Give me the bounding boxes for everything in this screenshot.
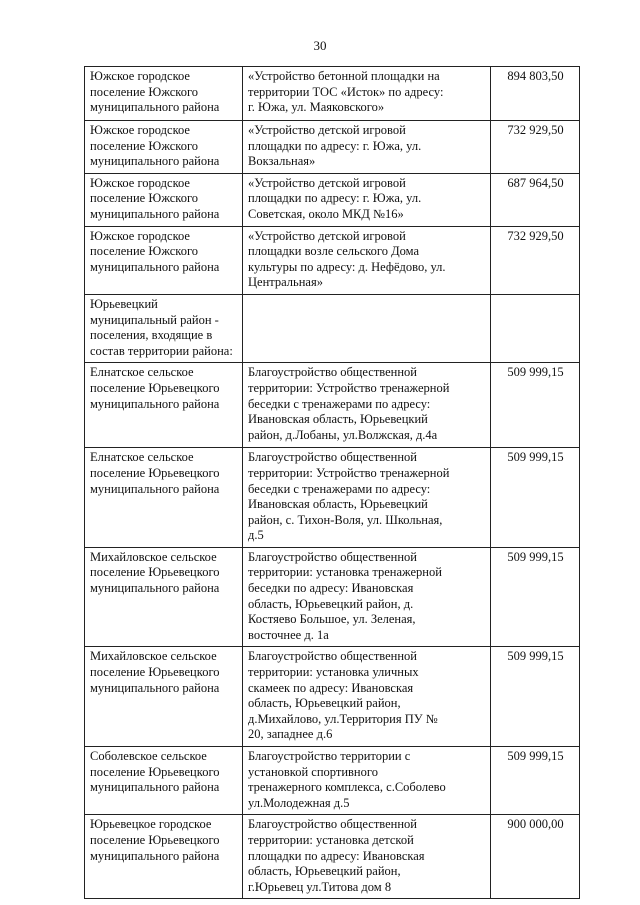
- municipality-text: Михайловское сельское поселение Юрьевецкого муниципального района: [90, 649, 220, 695]
- table-row: [85, 647, 580, 747]
- amount-text: 509 999,15: [507, 450, 564, 465]
- project-cell: [243, 226, 491, 294]
- project-cell: [243, 121, 491, 174]
- project-cell: [243, 747, 491, 815]
- page-number: 30: [313, 38, 327, 53]
- amount-cell: [491, 448, 580, 548]
- amount-cell: [491, 294, 580, 362]
- amount-cell: [491, 815, 580, 899]
- municipality-text: Южское городское поселение Южского муниципального района: [90, 123, 220, 169]
- municipality-text: Южское городское поселение Южского муниципального района: [90, 228, 220, 274]
- amount-text: 509 999,15: [507, 749, 564, 763]
- amount-cell: [491, 173, 580, 226]
- amount-text: 900 000,00: [507, 817, 564, 832]
- municipality-cell: [85, 294, 243, 362]
- project-text: «Устройство детской игровой площадки возле сельского Дома культуры по адресу: д. Нефёдово, ул. Центральная»: [248, 228, 446, 290]
- municipality-cell: [85, 121, 243, 174]
- municipality-text: Юрьевецкий муниципальный район - поселения, входящие в состав территории района:: [90, 296, 233, 358]
- municipality-cell: [85, 815, 243, 899]
- project-cell: [243, 547, 491, 647]
- municipality-cell: [85, 547, 243, 647]
- amount-cell: [491, 363, 580, 448]
- municipality-text: Юрьевецкое городское поселение Юрьевецкого муниципального района: [90, 817, 220, 863]
- municipality-cell: [85, 173, 243, 226]
- amount-cell: [491, 747, 580, 815]
- municipality-text: Южское городское поселение Южского муниципального района: [90, 69, 220, 115]
- municipality-cell: [85, 647, 243, 747]
- municipality-text: Южское городское поселение Южского муниципального района: [90, 175, 220, 221]
- funding-table: [84, 66, 580, 899]
- municipality-cell: [85, 226, 243, 294]
- project-text: «Устройство бетонной площадки на территории ТОС «Исток» по адресу: г. Южа, ул. Маяковского»: [248, 69, 444, 115]
- project-cell: [243, 363, 491, 448]
- project-cell: [243, 294, 491, 362]
- amount-cell: [491, 226, 580, 294]
- municipality-text: Елнатское сельское поселение Юрьевецкого муниципального района: [90, 450, 220, 496]
- amount-cell: [491, 121, 580, 174]
- table-row: [85, 363, 580, 448]
- table-row: [85, 547, 580, 647]
- table-row: [85, 121, 580, 174]
- amount-text: 732 929,50: [507, 123, 564, 137]
- project-text: «Устройство детской игровой площадки по адресу: г. Южа, ул. Советская, около МКД №16»: [248, 175, 422, 221]
- table-row: [85, 747, 580, 815]
- table-row: [85, 448, 580, 548]
- table-row: [85, 815, 580, 899]
- table-row: [85, 226, 580, 294]
- amount-text: 509 999,15: [507, 365, 564, 380]
- municipality-cell: [85, 448, 243, 548]
- table-body: [85, 67, 580, 899]
- project-text: Благоустройство общественной территории: Устройство тренажерной беседки с тренажерами по адресу: Ивановская область, Юрьевецкий район, д.Лобаны, ул.Волжская, д.4а: [248, 365, 450, 442]
- table-row: [85, 173, 580, 226]
- project-cell: [243, 67, 491, 121]
- municipality-cell: [85, 67, 243, 121]
- project-text: «Устройство детской игровой площадки по адресу: г. Южа, ул. Вокзальная»: [248, 123, 422, 169]
- amount-cell: [491, 67, 580, 121]
- table-row: [85, 67, 580, 121]
- municipality-cell: [85, 363, 243, 448]
- amount-text: 687 964,50: [507, 175, 564, 190]
- project-text: Благоустройство общественной территории: установка уличных скамеек по адресу: Ивановская область, Юрьевецкий район, д.Михайлово, ул.Территория ПУ № 20, западнее д.6: [248, 649, 438, 742]
- project-text: Благоустройство общественной территории: Устройство тренажерной беседки с тренажерами по адресу: Ивановская область, Юрьевецкий район, с. Тихон-Воля, ул. Школьная, д.5: [248, 450, 450, 543]
- municipality-text: Михайловское сельское поселение Юрьевецкого муниципального района: [90, 549, 220, 596]
- municipality-text: Соболевское сельское поселение Юрьевецкого муниципального района: [90, 749, 220, 795]
- project-text: Благоустройство общественной территории: установка детской площадки по адресу: Ивановская область, Юрьевецкий район, г.Юрьевец ул.Титова дом 8: [248, 817, 425, 894]
- amount-text: 509 999,15: [507, 549, 564, 564]
- municipality-cell: [85, 747, 243, 815]
- amount-cell: [491, 647, 580, 747]
- project-cell: [243, 173, 491, 226]
- amount-text: 732 929,50: [507, 228, 564, 243]
- amount-text: 509 999,15: [507, 649, 564, 664]
- project-text: Благоустройство общественной территории: установка тренажерной беседки по адресу: Ивановская область, Юрьевецкий район, д. Костяево Большое, ул. Зеленая, восточнее д. 1а: [248, 549, 442, 642]
- table-row: [85, 294, 580, 362]
- amount-cell: [491, 547, 580, 647]
- municipality-text: Елнатское сельское поселение Юрьевецкого муниципального района: [90, 365, 220, 411]
- amount-text: 894 803,50: [507, 69, 564, 83]
- project-cell: [243, 448, 491, 548]
- project-text: Благоустройство территории с установкой спортивного тренажерного комплекса, с.Соболево ул.Молодежная д.5: [248, 749, 446, 810]
- project-cell: [243, 647, 491, 747]
- project-cell: [243, 815, 491, 899]
